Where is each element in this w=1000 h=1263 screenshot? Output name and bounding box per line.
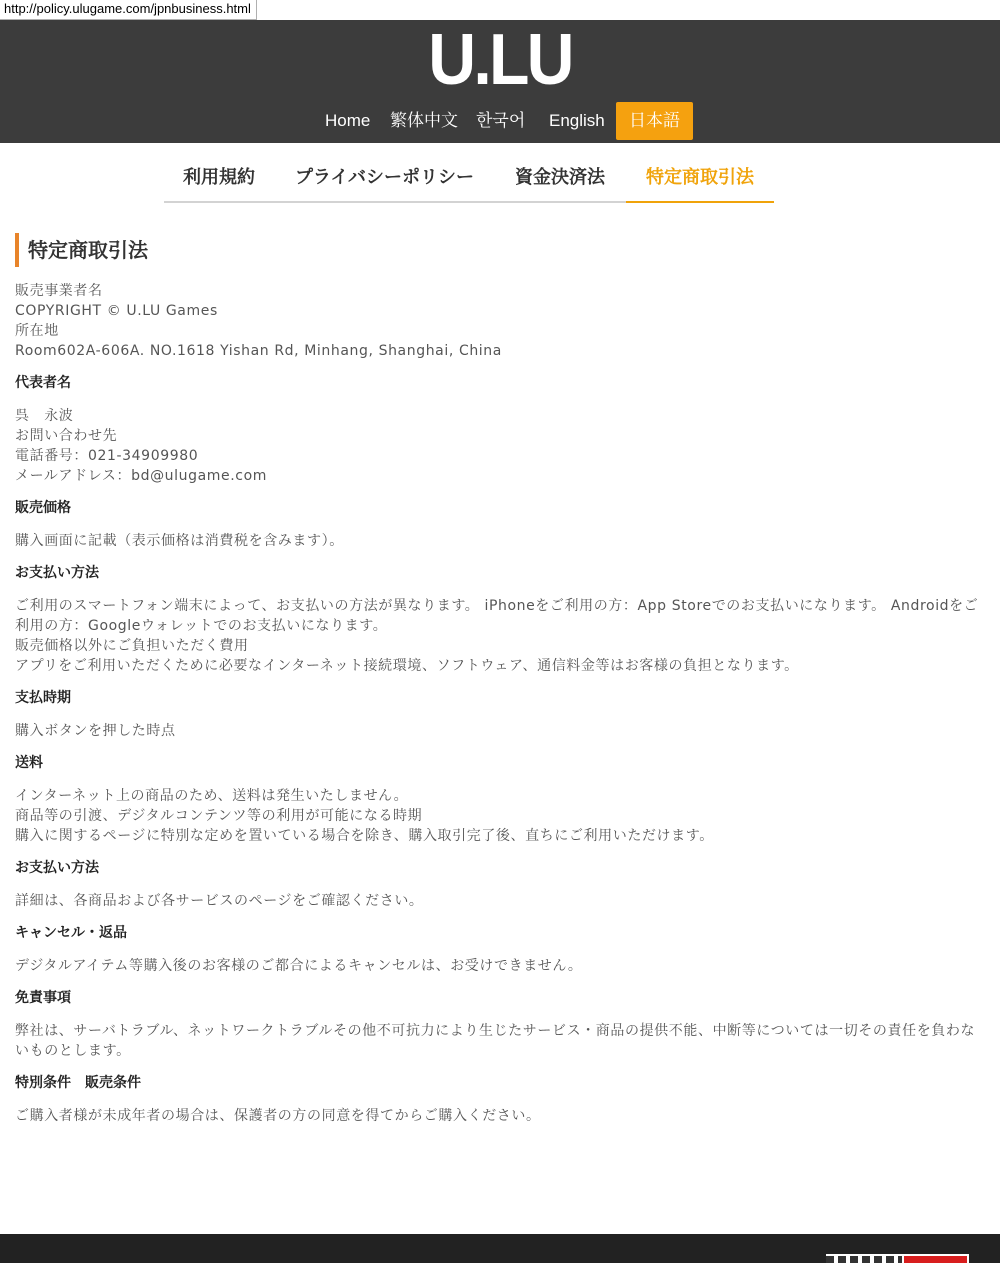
- nav-korean-link[interactable]: 한국어: [476, 111, 526, 130]
- section-heading: 送料: [15, 755, 43, 771]
- section-text: 購入画面に記載（表示価格は消費税を含みます）。: [15, 533, 344, 549]
- section-text: 購入に関するページに特別な定めを置いている場合を除き、購入取引完了後、直ちにご利用いただけます。: [15, 828, 714, 844]
- intro-block: [15, 281, 985, 361]
- site-header: [0, 20, 1000, 143]
- nav-english-link[interactable]: English: [549, 111, 605, 130]
- section-text: 電話番号：021-34909980: [15, 448, 199, 464]
- section-heading: 代表者名: [15, 375, 71, 391]
- section-heading: 特別条件 販売条件: [15, 1075, 141, 1091]
- policy-content: [15, 233, 985, 1126]
- section-heading: 支払時期: [15, 690, 71, 706]
- section-text: メールアドレス：bd@ulugame.com: [15, 468, 267, 484]
- tab-specified-commercial-transactions[interactable]: 特定商取引法: [626, 160, 774, 203]
- section-text: 呉 永波: [15, 408, 74, 424]
- section-heading: お支払い方法: [15, 860, 99, 876]
- section-text: ご購入者様が未成年者の場合は、保護者の方の同意を得てからご購入ください。: [15, 1108, 541, 1124]
- section-text: 詳細は、各商品および各サービスのページをご確認ください。: [15, 893, 424, 909]
- tab-terms-of-use[interactable]: 利用規約: [183, 167, 255, 188]
- page-title: 特定商取引法: [15, 233, 985, 267]
- section-heading: 販売価格: [15, 500, 71, 516]
- section-heading: キャンセル・返品: [15, 925, 127, 941]
- nav-traditional-chinese-link[interactable]: 繁体中文: [390, 111, 458, 130]
- policy-tabs: [164, 160, 774, 203]
- tab-privacy-policy[interactable]: プライバシーポリシー: [294, 167, 475, 188]
- seller-name-label: 販売事業者名: [15, 283, 103, 299]
- address-label: 所在地: [15, 323, 59, 339]
- section-text: デジタルアイテム等購入後のお客様のご都合によるキャンセルは、お受けできません。: [15, 958, 583, 974]
- section-heading: お支払い方法: [15, 565, 99, 581]
- site-footer: [0, 1234, 1000, 1263]
- address-bar[interactable]: http://policy.ulugame.com/jpnbusiness.html: [0, 0, 257, 20]
- section-text: 販売価格以外にご負担いただく費用: [15, 638, 249, 654]
- section-heading: 免責事項: [15, 990, 71, 1006]
- section-text: アプリをご利用いただくために必要なインターネット接続環境、ソフトウェア、通信料金等はお客様の負担となります。: [15, 658, 799, 674]
- section-text: 購入ボタンを押した時点: [15, 723, 176, 739]
- nav-home-link[interactable]: Home: [325, 111, 371, 130]
- section-text: インターネット上の商品のため、送料は発生いたしません。: [15, 788, 409, 804]
- ulu-logo[interactable]: U.LU: [428, 20, 572, 100]
- footer-badge-icon: [826, 1254, 969, 1263]
- section-text: 商品等の引渡、デジタルコンテンツ等の利用が可能になる時期: [15, 808, 423, 824]
- section-text: お問い合わせ先: [15, 428, 118, 444]
- language-nav: [0, 102, 1000, 140]
- section-text: ご利用のスマートフォン端末によって、お支払いの方法が異なります。 iPhoneをご利用の方：App Storeでのお支払いになります。 Androidをご利用の方：Googleウォレットでのお支払いになります。: [15, 598, 979, 634]
- section-text: 弊社は、サーバトラブル、ネットワークトラブルその他不可抗力により生じたサービス・商品の提供不能、中断等については一切その責任を負わないものとします。: [15, 1023, 976, 1059]
- tab-payment-services-act[interactable]: 資金決済法: [515, 167, 605, 188]
- address-value: Room602A-606A. NO.1618 Yishan Rd, Minhang, Shanghai, China: [15, 343, 502, 359]
- seller-name-value: COPYRIGHT © U.LU Games: [15, 303, 218, 319]
- nav-japanese-link[interactable]: 日本語: [616, 102, 693, 140]
